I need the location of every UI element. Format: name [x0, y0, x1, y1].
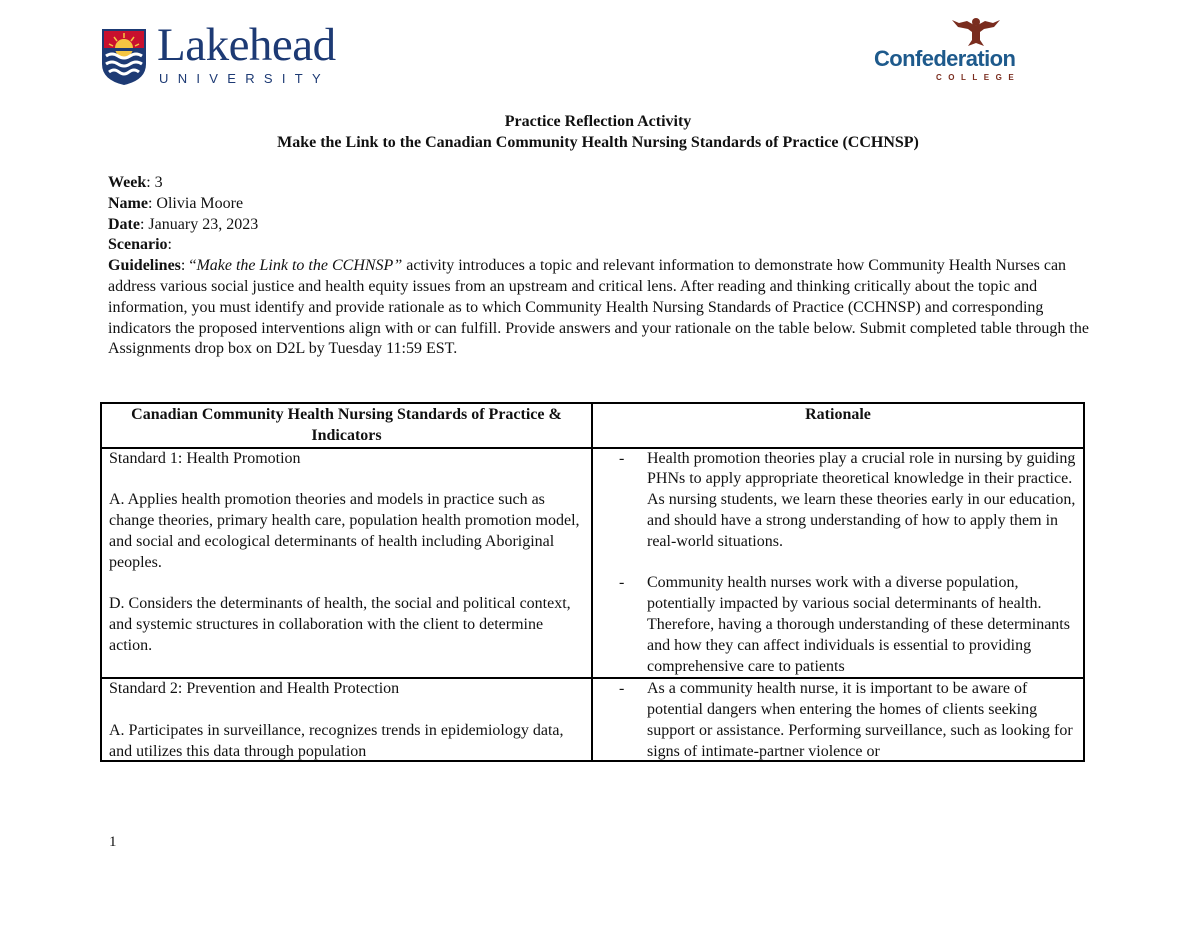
standard-title: Standard 1: Health Promotion: [109, 449, 301, 467]
confederation-subtitle: COLLEGE: [936, 73, 1021, 82]
scenario-label: Scenario: [108, 236, 168, 254]
rationale-item: - Health promotion theories play a crucial role in nursing by guiding PHNs to apply appropriate theoretical knowledge in their practice. As nursing students, we learn these theories early in our education, and should have a strong understanding of how to apply them in real-world situations.: [619, 449, 1076, 553]
week-label: Week: [108, 174, 147, 191]
table-header-row: [101, 403, 1084, 448]
standard-title: Standard 2: Prevention and Health Protection: [109, 680, 400, 698]
date-value: : January 23, 2023: [139, 215, 259, 233]
rationale-list: [619, 679, 1076, 760]
guidelines-label: Guidelines: [108, 257, 181, 275]
guidelines-italic: Make the Link to the CCHNSP”: [196, 257, 403, 275]
indicator-text: A. Applies health promotion theories and models in practice such as change theories, primary health care, population health promotion model, and social and ecological determinants of health including Aboriginal peoples.: [109, 491, 580, 571]
standard-cell: [101, 678, 592, 761]
standard-cell: [101, 448, 592, 679]
lakehead-university-logo: [101, 19, 336, 88]
confederation-college-logo: [870, 16, 1075, 88]
table-row: [101, 448, 1084, 679]
lakehead-shield-icon: [101, 28, 147, 86]
confederation-wordmark: Confederation: [874, 46, 1016, 71]
date-label: Date: [108, 215, 140, 233]
lakehead-subtitle: UNIVERSITY: [159, 71, 331, 86]
standards-table: [100, 402, 1085, 762]
rationale-item: - Community health nurses work with a diverse population, potentially impacted by various social determinants of health. Therefore, having a thorough understanding of these determinants and how they can affect individuals is essential to providing comprehensive care to patients: [619, 573, 1076, 677]
indicator-text: A. Participates in surveillance, recognizes trends in epidemiology data, and utilizes this data through population: [109, 721, 564, 760]
document-title-block: [100, 111, 1096, 153]
week-field: [108, 173, 1098, 194]
guidelines-prefix: : “: [180, 257, 197, 275]
rationale-cell: [592, 448, 1084, 679]
document-title: Practice Reflection Activity: [504, 113, 692, 130]
rationale-list: [619, 449, 1076, 678]
table-row: [101, 678, 1084, 761]
column-header-rationale: Rationale: [592, 403, 1084, 448]
name-field: [108, 194, 1098, 215]
name-value: : Olivia Moore: [147, 194, 244, 212]
document-subtitle: Make the Link to the Canadian Community Health Nursing Standards of Practice (CCHNSP): [277, 134, 919, 151]
thunderbird-icon: [950, 16, 1002, 48]
scenario-field: [108, 235, 1098, 256]
guidelines-text: activity introduces a topic and relevant information to demonstrate how Community Health Nurses can address various social justice and health equity issues from an upstream and critical lens. After reading and thinking critically about the topic and information, you must identify and provide rationale as to which Community Health Nursing Standards of Practice (CCHNSP) and corresponding indicators the proposed interventions align with or can fulfill. Provide answers and your rationale on the table below. Submit completed table through the Assignments drop box on D2L by Tuesday 11:59 EST.: [108, 257, 1089, 358]
guidelines-field: [108, 256, 1098, 360]
date-field: [108, 215, 1098, 236]
indicator-text: D. Considers the determinants of health, the social and political context, and systemic structures in collaboration with the client to determine action.: [109, 595, 571, 654]
week-value: : 3: [146, 174, 163, 191]
meta-fields: [108, 173, 1098, 360]
rationale-item: - As a community health nurse, it is important to be aware of potential dangers when entering the homes of clients seeking support or assistance. Performing surveillance, such as looking for signs of intimate-partner violence or: [619, 679, 1076, 760]
scenario-value: :: [167, 236, 172, 254]
lakehead-wordmark: Lakehead: [157, 19, 336, 71]
rationale-cell: [592, 678, 1084, 761]
column-header-standards: Canadian Community Health Nursing Standards of Practice & Indicators: [101, 403, 592, 448]
page-number: 1: [109, 834, 117, 850]
name-label: Name: [108, 194, 148, 212]
